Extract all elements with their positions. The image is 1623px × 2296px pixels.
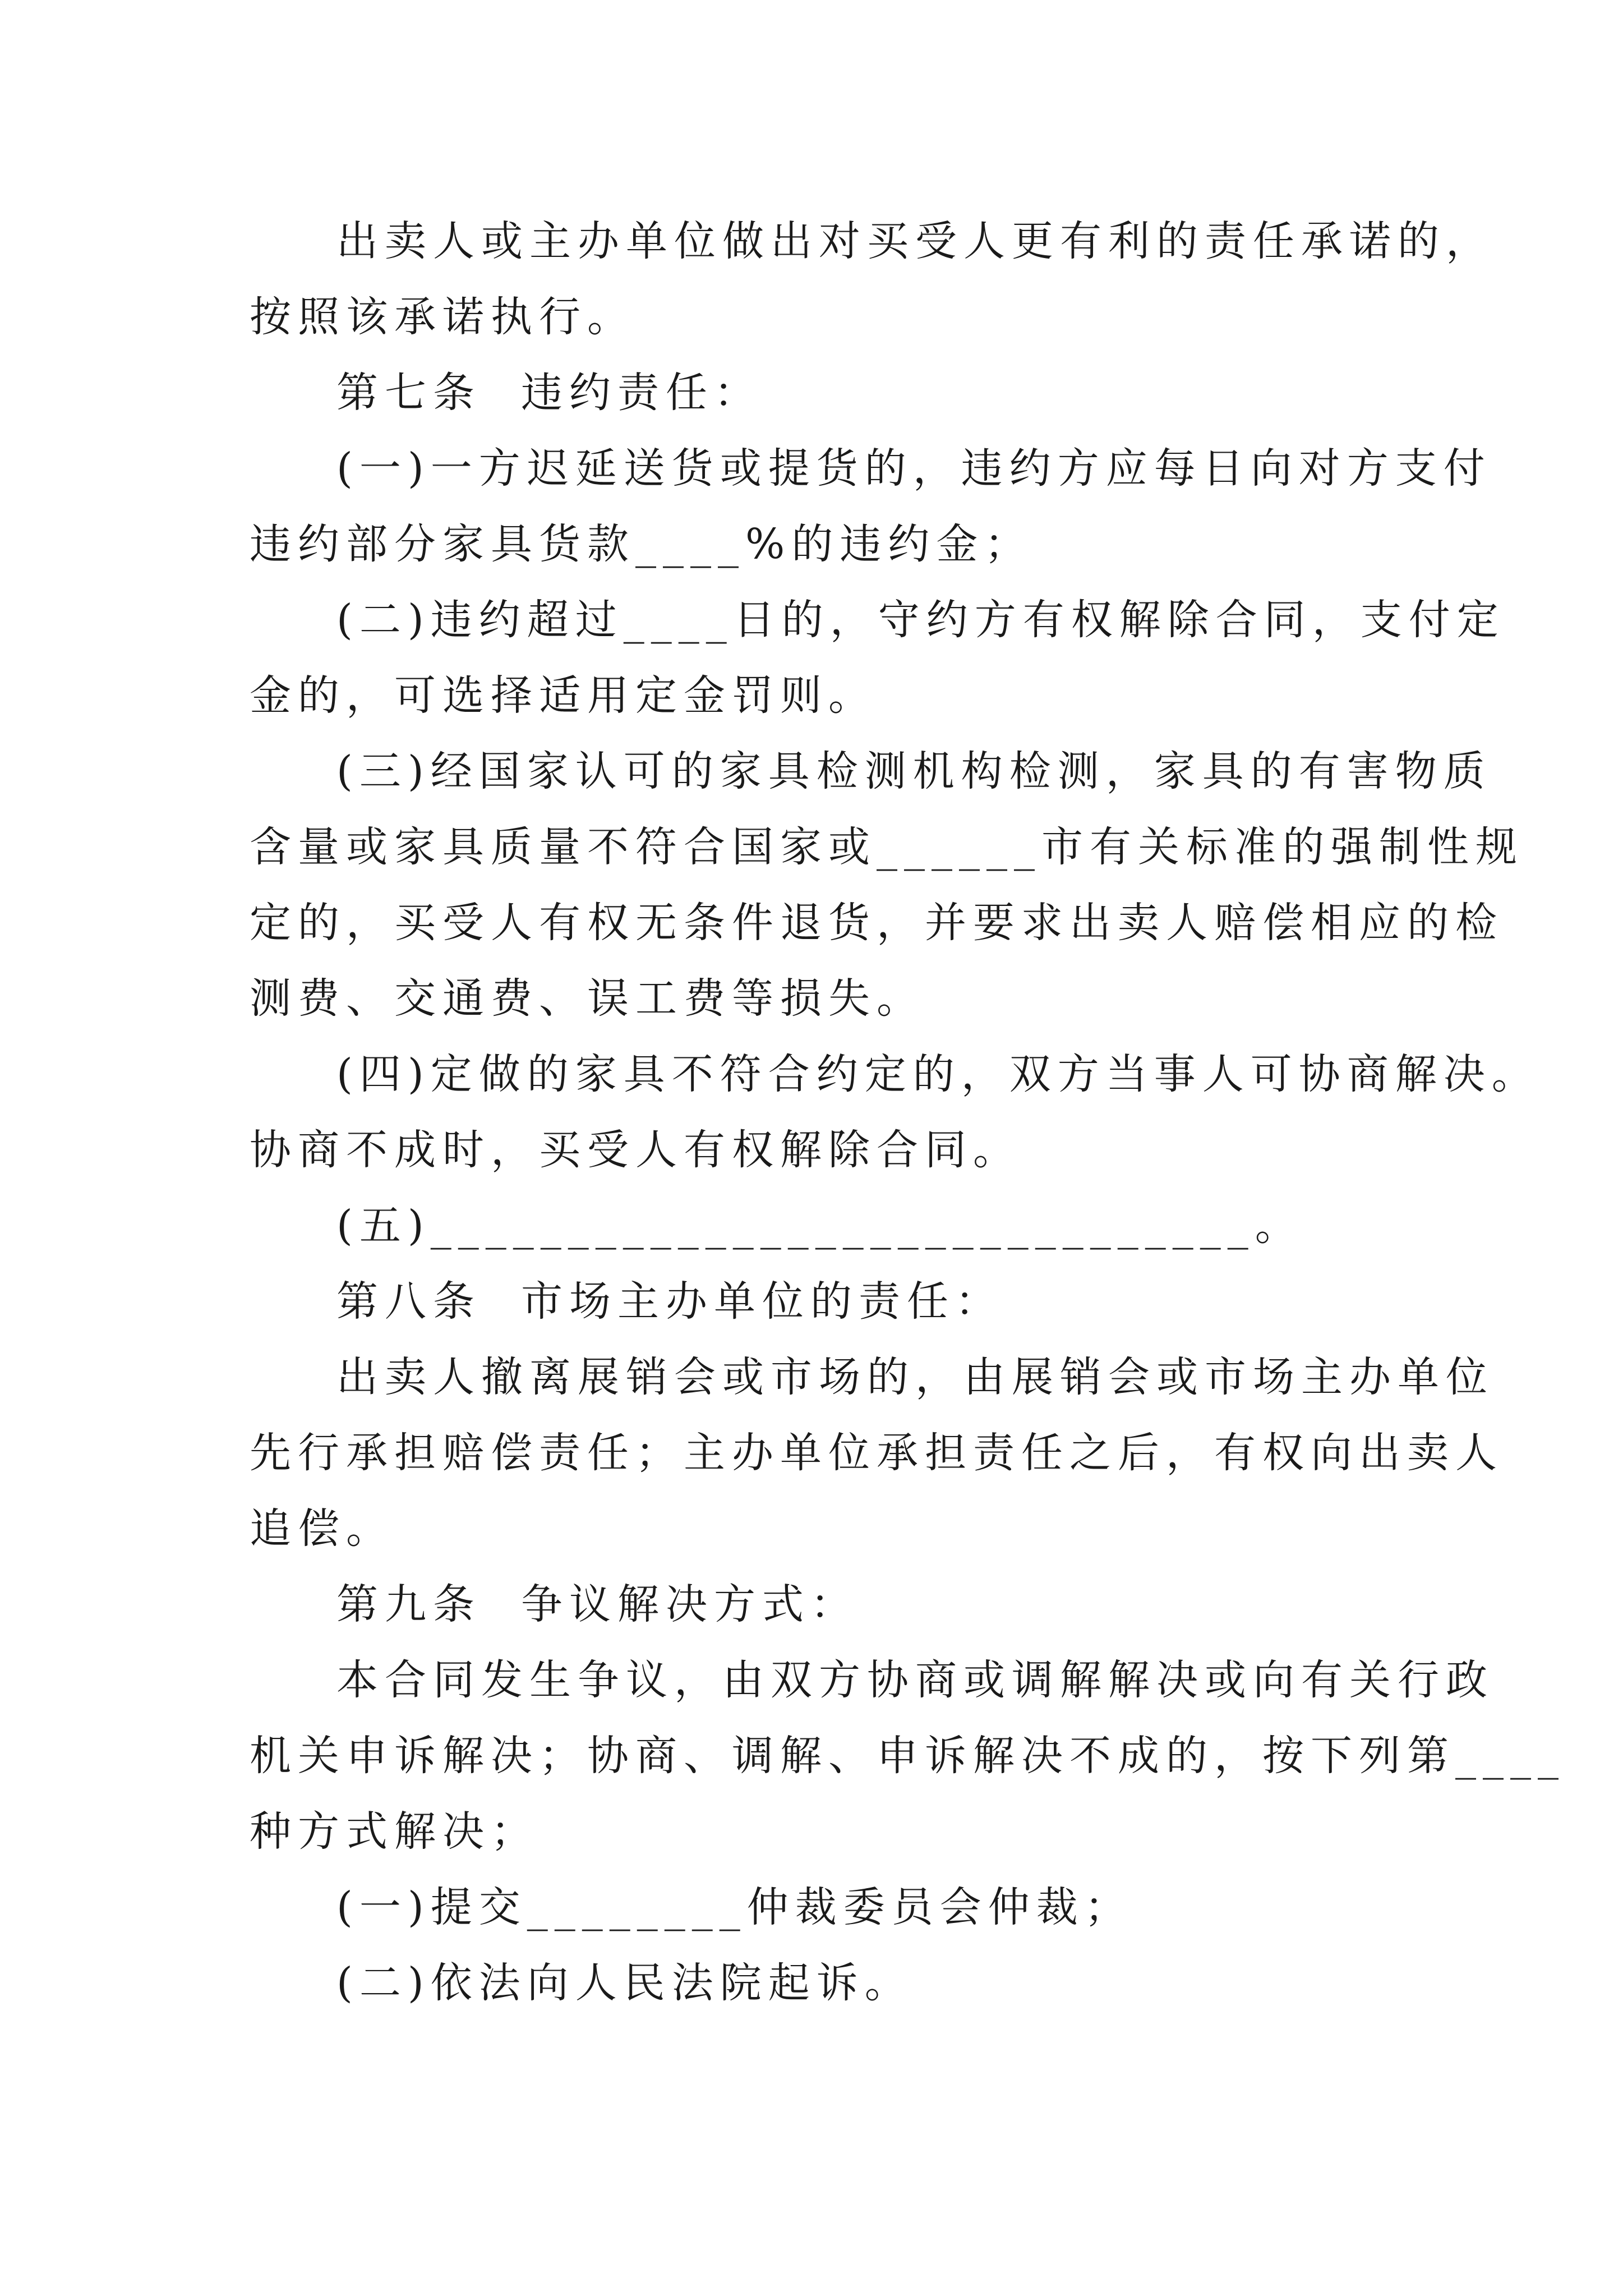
- paragraph-line: 测费、交通费、误工费等损失。: [250, 974, 925, 1023]
- paragraph-line: 追偿。: [250, 1504, 394, 1553]
- paragraph-line: 先行承担赔偿责任；主办单位承担责任之后，有权向出卖人: [250, 1429, 1504, 1477]
- article-heading: 第八条 市场主办单位的责任：: [336, 1277, 1004, 1326]
- paragraph-line: (一)一方迟延送货或提货的，违约方应每日向对方支付: [336, 444, 1492, 493]
- paragraph-line: (五)______________________________。: [336, 1202, 1303, 1250]
- paragraph-line: 本合同发生争议，由双方协商或调解解决或向有关行政: [336, 1656, 1494, 1704]
- paragraph-line: (三)经国家认可的家具检测机构检测，家具的有害物质: [336, 747, 1492, 795]
- paragraph-line: 种方式解决；: [250, 1807, 539, 1856]
- paragraph-line: 定的，买受人有权无条件退货，并要求出卖人赔偿相应的检: [250, 899, 1504, 947]
- paragraph-line: 违约部分家具货款____%的违约金；: [250, 520, 1033, 568]
- paragraph-line: (二)违约超过____日的，守约方有权解除合同，支付定: [336, 596, 1505, 644]
- paragraph-line: (四)定做的家具不符合约定的，双方当事人可协商解决。: [336, 1050, 1540, 1098]
- paragraph-line: (二)依法向人民法院起诉。: [336, 1959, 913, 2007]
- paragraph-line: 含量或家具质量不符合国家或______市有关标准的强制性规: [250, 823, 1524, 871]
- paragraph-line: 金的，可选择适用定金罚则。: [250, 671, 877, 720]
- paragraph-line: 按照该承诺执行。: [250, 293, 635, 341]
- article-heading: 第九条 争议解决方式：: [336, 1580, 859, 1628]
- paragraph-line: 协商不成时，买受人有权解除合同。: [250, 1126, 1021, 1174]
- paragraph-line: 机关申诉解决；协商、调解、申诉解决不成的，按下列第____: [250, 1732, 1565, 1780]
- paragraph-line: (一)提交________仲裁委员会仲裁；: [336, 1883, 1133, 1931]
- paragraph-line: 出卖人或主办单位做出对买受人更有利的责任承诺的，: [336, 217, 1494, 265]
- paragraph-line: 出卖人撤离展销会或市场的，由展销会或市场主办单位: [336, 1353, 1494, 1401]
- article-heading: 第七条 违约责任：: [336, 369, 763, 417]
